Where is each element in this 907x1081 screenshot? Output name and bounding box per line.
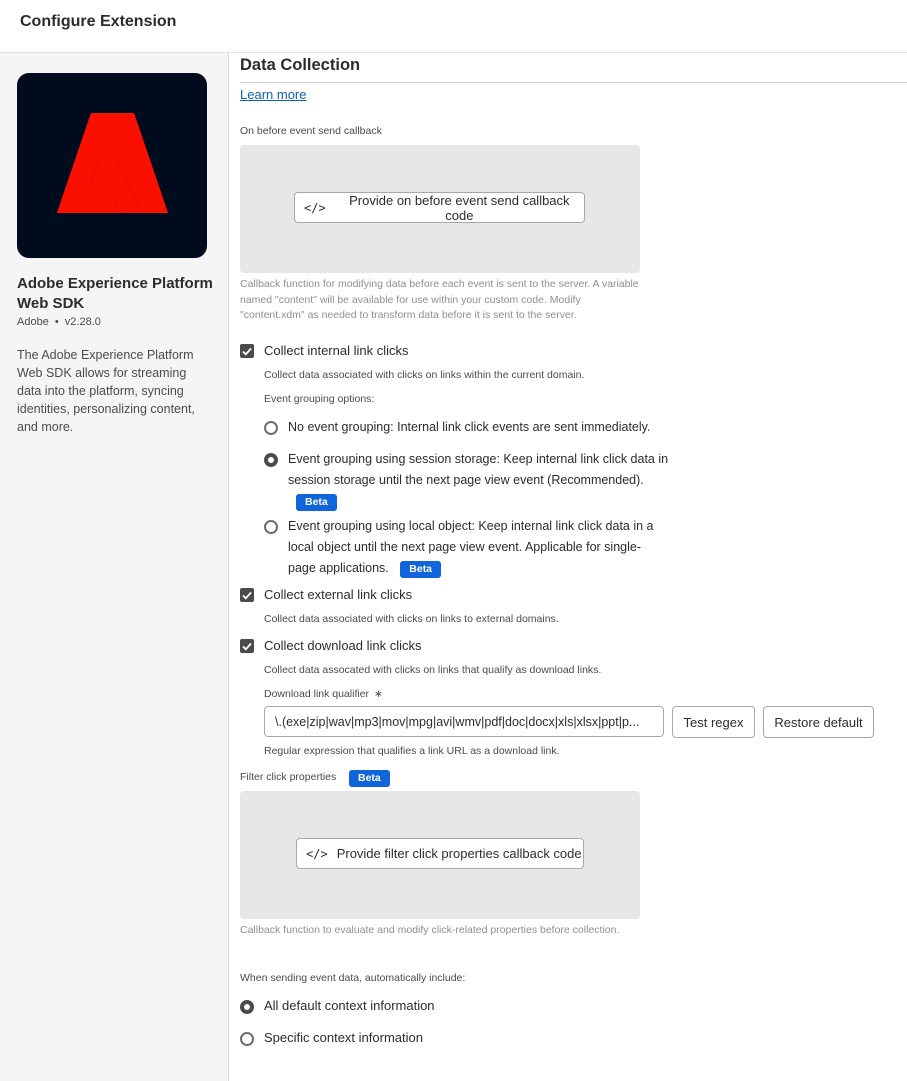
before-send-help: Callback function for modifying data before each event is sent to the server. A variable named "content" will be available for use within your custom code. Modify "content.xdm" as needed to transform data before it is sent to the server. (240, 278, 639, 321)
section-divider (240, 82, 907, 83)
download-qualifier-input[interactable]: \.(exe|zip|wav|mp3|mov|mpg|avi|wmv|pdf|doc|docx|xls|xlsx|ppt|p... (264, 706, 664, 737)
filter-click-label: Filter click properties (240, 771, 337, 783)
checkmark-icon (242, 642, 252, 651)
download-qualifier-label (264, 687, 383, 702)
section-title: Data Collection (240, 56, 361, 74)
adobe-logo-icon (57, 113, 168, 213)
required-marker: ∗ (373, 688, 383, 700)
beta-badge: Beta (400, 561, 441, 578)
internal-links-checkbox[interactable] (240, 344, 254, 358)
before-send-code-button[interactable] (294, 192, 585, 223)
extension-logo-tile (17, 73, 207, 258)
context-label: When sending event data, automatically include: (240, 972, 466, 984)
grouping-options-label: Event grouping options: (264, 393, 375, 405)
extension-name: Adobe Experience Platform Web SDK (17, 275, 213, 312)
download-links-label: Collect download link clicks (264, 638, 422, 653)
download-links-checkbox[interactable] (240, 639, 254, 653)
grouping-session-radio[interactable] (264, 453, 278, 467)
download-qualifier-label-text: Download link qualifier (264, 688, 370, 700)
grouping-local-label-text: Event grouping using local object: Keep internal link click data in a local object until the next page view event. Applicable for single-page applications. (288, 519, 654, 575)
extension-description: The Adobe Experience Platform Web SDK allows for streaming data into the platform, syncing identities, personalizing content, and more. (17, 348, 195, 434)
checkmark-icon (242, 591, 252, 600)
beta-badge: Beta (296, 494, 337, 511)
main-content (240, 53, 907, 1081)
download-links-help: Collect data assocated with clicks on links that qualify as download links. (264, 664, 602, 676)
grouping-local-radio[interactable] (264, 520, 278, 534)
grouping-none-radio[interactable] (264, 421, 278, 435)
grouping-session-label: Event grouping using session storage: Keep internal link click data in session storage until the next page view event (Recommended). (288, 452, 669, 487)
code-icon: </> (306, 846, 328, 861)
beta-badge: Beta (349, 770, 390, 787)
filter-click-code-area (240, 791, 640, 919)
restore-default-button[interactable]: Restore default (763, 706, 874, 738)
filter-click-code-button[interactable] (296, 838, 584, 869)
checkmark-icon (242, 347, 252, 356)
external-links-help: Collect data associated with clicks on links to external domains. (264, 613, 559, 625)
context-specific-radio[interactable] (240, 1032, 254, 1046)
context-all-radio[interactable] (240, 1000, 254, 1014)
internal-links-help: Collect data associated with clicks on links within the current domain. (264, 369, 585, 381)
internal-links-label: Collect internal link clicks (264, 343, 409, 358)
filter-click-help: Callback function to evaluate and modify click-related properties before collection. (240, 924, 620, 936)
context-all-label: All default context information (264, 998, 435, 1013)
sidebar (0, 53, 229, 1081)
grouping-local-label (288, 516, 668, 579)
external-links-checkbox[interactable] (240, 588, 254, 602)
top-bar (0, 0, 907, 53)
context-specific-label: Specific context information (264, 1030, 423, 1045)
filter-click-button-label: Provide filter click properties callback code (336, 846, 582, 861)
download-qualifier-help: Regular expression that qualifies a link URL as a download link. (264, 745, 560, 757)
before-send-button-label: Provide on before event send callback code (349, 192, 570, 223)
test-regex-button[interactable]: Test regex (672, 706, 755, 738)
extension-version: v2.28.0 (64, 316, 101, 328)
external-links-label: Collect external link clicks (264, 587, 413, 602)
meta-separator: • (54, 316, 59, 328)
before-send-label: On before event send callback (240, 125, 382, 137)
extension-meta (17, 316, 101, 328)
before-send-code-area (240, 145, 640, 273)
code-icon: </> (304, 200, 326, 215)
page-title: Configure Extension (20, 13, 177, 30)
learn-more-link[interactable]: Learn more (240, 87, 307, 102)
grouping-none-label: No event grouping: Internal link click events are sent immediately. (288, 420, 651, 434)
vendor-name: Adobe (17, 316, 49, 328)
